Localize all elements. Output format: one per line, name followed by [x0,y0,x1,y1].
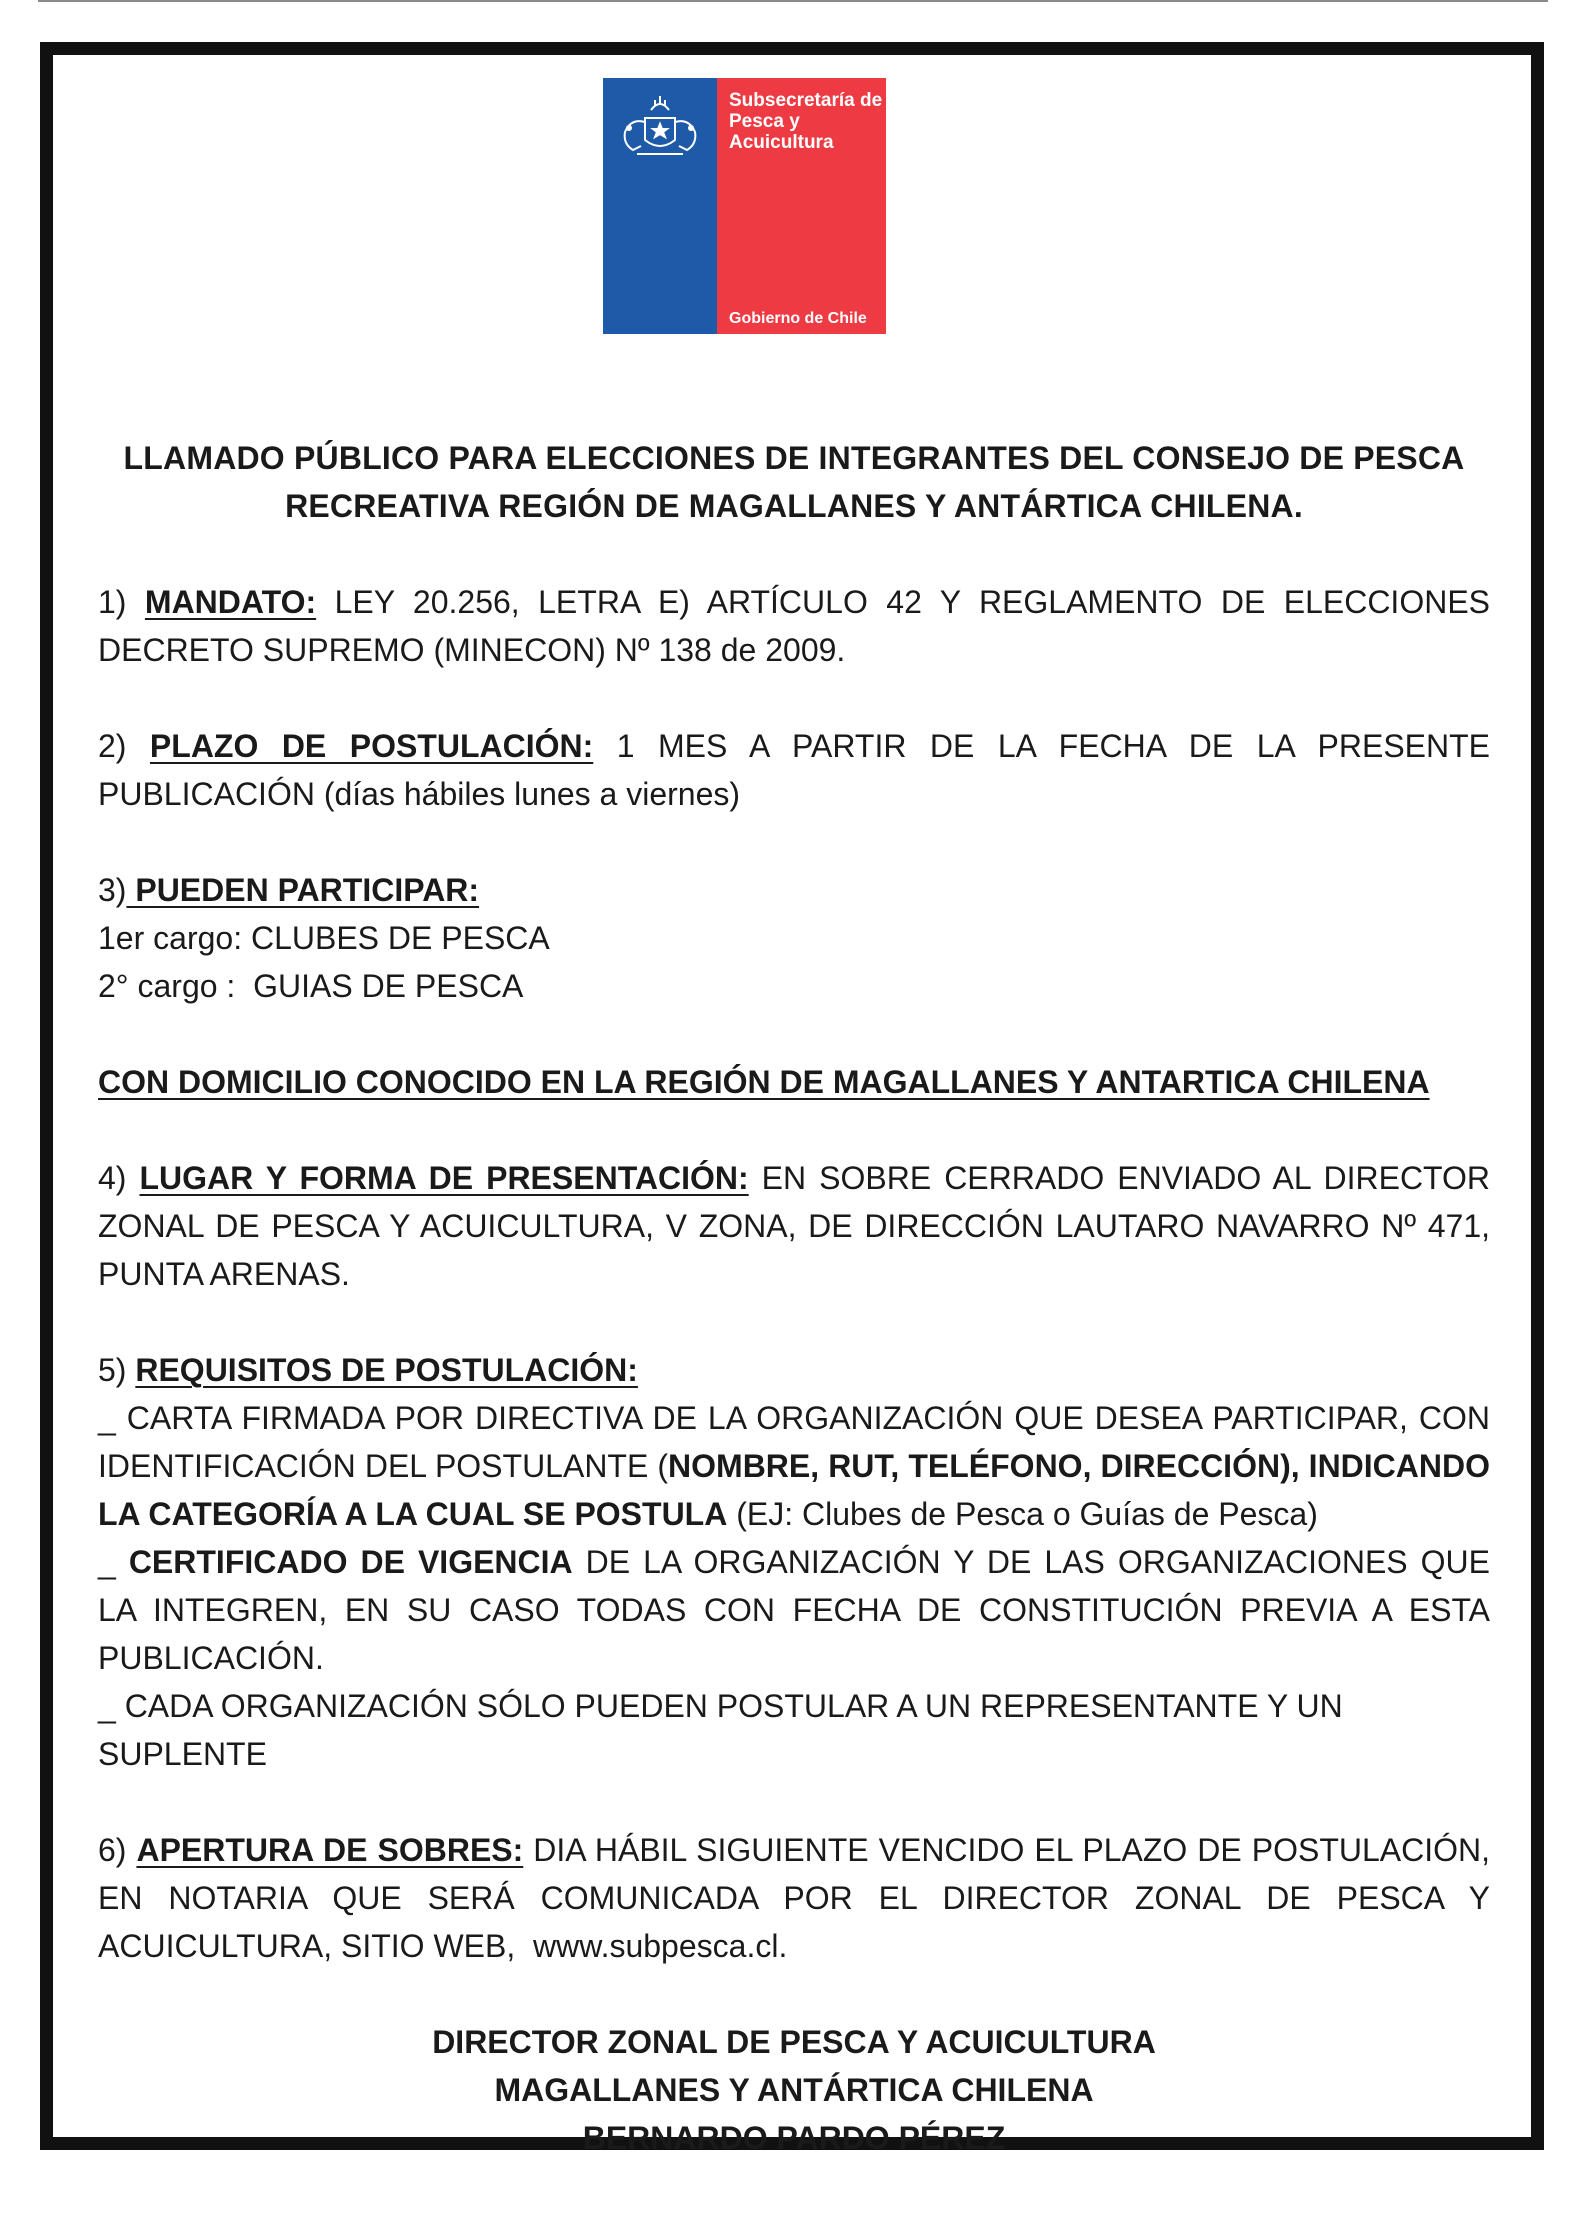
signature-name: BERNARDO PARDO PÉREZ [582,2120,1006,2156]
requirement-emphasis: CERTIFICADO DE VIGENCIA [128,1544,573,1580]
section-number: 1) [98,584,145,620]
notice-body [98,434,1499,2162]
section-number: 4) [98,1160,140,1196]
requirement-item-3: _ CADA ORGANIZACIÓN SÓLO PUEDEN POSTULAR A UN REPRESENTANTE Y UN SUPLENTE [98,1688,1343,1772]
requirement-emphasis: NOMBRE, RUT, TELÉFONO, DIRECCIÓN), INDICANDO LA CATEGORÍA A LA CUAL SE POSTULA [98,1448,1491,1532]
participant-cargo-1: 1er cargo: CLUBES DE PESCA [98,920,550,956]
participant-cargo-2: 2° cargo : GUIAS DE PESCA [98,968,524,1004]
section-label: REQUISITOS DE POSTULACIÓN: [135,1352,638,1388]
section-mandato [98,578,1490,674]
domicilio-requirement [98,1058,1490,1106]
requirement-example: (EJ: Clubes de Pesca o Guías de Pesca) [727,1496,1318,1532]
subpesca-logo [603,78,886,334]
requirement-text: DE LA ORGANIZACIÓN Y DE LAS ORGANIZACIONES QUE LA INTEGREN, EN SU CASO TODAS CON FECHA DE CONSTITUCIÓN PREVIA A ESTA PUBLICACIÓN. [98,1544,1490,1676]
requirement-bullet: _ [98,1544,129,1580]
section-requisitos [98,1346,1490,1394]
logo-red-panel [717,78,886,334]
signature-region: MAGALLANES Y ANTÁRTICA CHILENA [494,2072,1094,2108]
section-text: 1 MES A PARTIR DE LA FECHA DE LA PRESENTE PUBLICACIÓN (días hábiles lunes a viernes) [98,728,1491,812]
section-label: APERTURA DE SOBRES: [136,1832,524,1868]
notice-title-line-2: RECREATIVA REGIÓN DE MAGALLANES Y ANTÁRTICA CHILENA. [285,488,1303,524]
section-participantes [98,866,1490,914]
section-apertura [98,1826,1499,1970]
section-lugar [98,1154,1490,1298]
coat-of-arms-icon [611,88,709,168]
section-number: 6) [98,1832,137,1868]
section-number: 5) [98,1352,136,1388]
section-label: LUGAR Y FORMA DE PRESENTACIÓN: [139,1160,749,1196]
section-text: DIA HÁBIL SIGUIENTE VENCIDO EL PLAZO DE POSTULACIÓN, EN NOTARIA QUE SERÁ COMUNICADA POR EL DIRECTOR ZONAL DE PESCA Y ACUICULTURA, SITIO WEB, www.subpesca.cl. [98,1832,1499,1964]
logo-government-label: Gobierno de Chile [729,310,867,327]
notice-title-line-1: LLAMADO PÚBLICO PARA ELECCIONES DE INTEGRANTES DEL CONSEJO DE PESCA [123,440,1465,476]
section-text: LEY 20.256, LETRA E) ARTÍCULO 42 Y REGLAMENTO DE ELECCIONES DECRETO SUPREMO (MINECON) Nº 138 de 2009. [98,584,1491,668]
section-number: 2) [98,728,150,764]
section-text: EN SOBRE CERRADO ENVIADO AL DIRECTOR ZONAL DE PESCA Y ACUICULTURA, V ZONA, DE DIRECCIÓN LAUTARO NAVARRO Nº 471, PUNTA ARENAS. [98,1160,1491,1292]
signature-title: DIRECTOR ZONAL DE PESCA Y ACUICULTURA [432,2024,1156,2060]
logo-agency-name: Subsecretaría de Pesca y Acuicultura [729,90,883,153]
section-plazo [98,722,1490,818]
top-rule [38,0,1548,2]
section-label: PUEDEN PARTICIPAR: [126,872,480,908]
logo-blue-panel [603,78,717,334]
section-number: 3) [98,872,127,908]
requirement-item-1 [98,1394,1490,1538]
section-label: PLAZO DE POSTULACIÓN: [149,728,594,764]
requirement-text: _ CARTA FIRMADA POR DIRECTIVA DE LA ORGANIZACIÓN QUE DESEA PARTICIPAR, CON IDENTIFICACIÓN DEL POSTULANTE ( [98,1400,1490,1484]
requirement-item-2 [98,1538,1490,1682]
domicilio-text: CON DOMICILIO CONOCIDO EN LA REGIÓN DE MAGALLANES Y ANTARTICA CHILENA [98,1064,1430,1100]
section-label: MANDATO: [144,584,317,620]
